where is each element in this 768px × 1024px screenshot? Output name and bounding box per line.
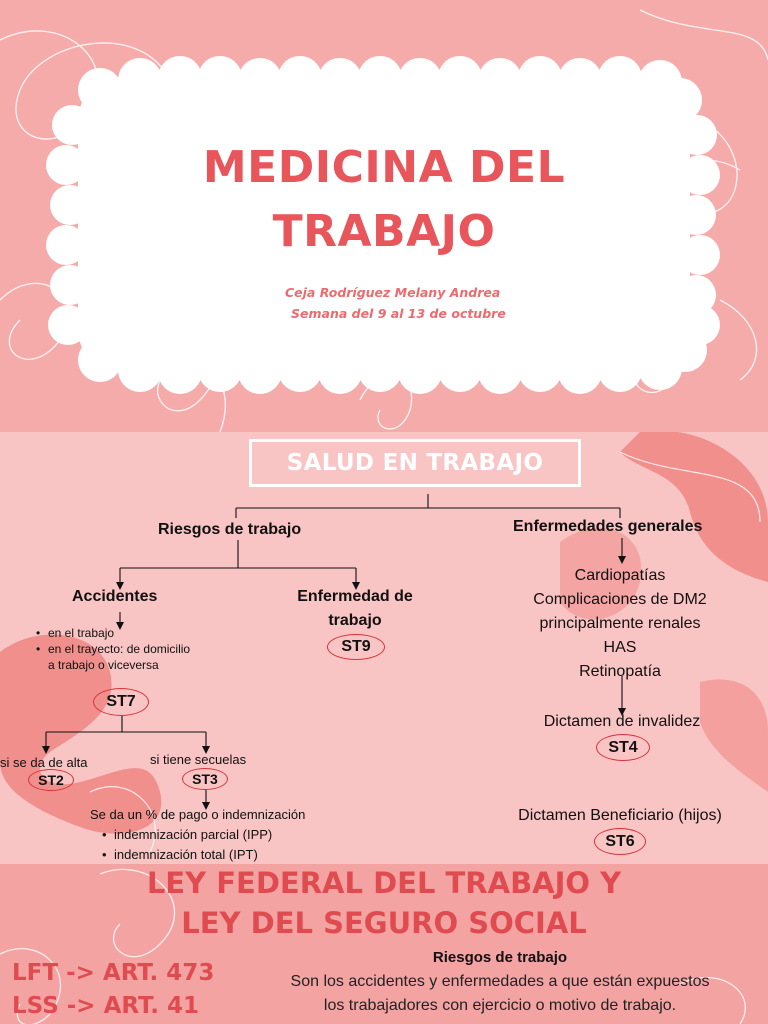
definition-line-1: Son los accidentes y enfermedades a que están expuestos [290, 973, 710, 990]
st2-badge [28, 769, 74, 791]
st9-label: ST9 [341, 638, 371, 655]
accidentes-label: Accidentes [72, 588, 158, 605]
enf-item-5: Retinopatía [579, 663, 661, 680]
pago-item-2: • indemnización total (IPT) [102, 845, 272, 864]
law-section [0, 864, 768, 1024]
enfermedad-trabajo-label-1: Enfermedad de [297, 588, 413, 605]
enf-item-4: HAS [603, 639, 637, 656]
diagram-section [0, 432, 768, 864]
secuelas-label: si tiene secuelas [150, 752, 247, 767]
st9-badge [327, 634, 385, 660]
definition-line-2: los trabajadores con ejercicio o motivo de trabajo. [323, 997, 677, 1014]
alta-label: si se da de alta [0, 755, 88, 770]
st9-ring [327, 634, 385, 660]
law-title-line-2: LEY DEL SEGURO SOCIAL [181, 906, 587, 940]
st6-label: ST6 [605, 833, 635, 850]
lss-article: LSS -> ART. 41 [12, 993, 200, 1019]
pago-item-1: • indemnización parcial (IPP) [102, 825, 272, 845]
accidentes-list [36, 625, 190, 673]
enfermedad-trabajo-label-2: trabajo [328, 612, 382, 629]
title-line-2: TRABAJO [272, 206, 496, 257]
st6-badge [594, 828, 646, 855]
law-title-line-1: LEY FEDERAL DEL TRABAJO Y [146, 866, 622, 900]
accidentes-item-2-cont: a trabajo o viceversa [48, 658, 159, 672]
st6-ring [594, 828, 646, 855]
enfermedades-list [500, 564, 740, 684]
st2-label: ST2 [38, 772, 64, 788]
enf-item-1: Cardiopatías [574, 567, 666, 584]
invalidez-label: Dictamen de invalidez [543, 713, 701, 730]
definition-title: Riesgos de trabajo [432, 949, 568, 966]
st7-ring [93, 688, 149, 716]
st4-label: ST4 [608, 739, 638, 756]
st7-badge [93, 688, 149, 716]
accidentes-item-2: • en el trayecto: de domicilio [36, 641, 190, 657]
st2-ring [28, 769, 74, 791]
st4-badge [596, 734, 650, 761]
pago-list [102, 825, 272, 864]
week-text: Semana del 9 al 13 de octubre [291, 306, 506, 321]
salud-en-trabajo-box: SALUD EN TRABAJO [249, 439, 581, 487]
enf-item-2: Complicaciones de DM2 [533, 591, 707, 608]
header-section [0, 0, 768, 432]
st3-badge [182, 768, 228, 790]
enf-item-3: principalmente renales [539, 615, 701, 632]
riesgos-label: Riesgos de trabajo [158, 521, 302, 538]
enfermedades-generales-label: Enfermedades generales [513, 518, 703, 535]
st7-label: ST7 [106, 693, 136, 710]
accidentes-item-1: • en el trabajo [36, 625, 190, 641]
st4-ring [596, 734, 650, 761]
st3-label: ST3 [192, 771, 218, 787]
st3-ring [182, 768, 228, 790]
author-name: Ceja Rodríguez Melany Andrea [285, 285, 501, 300]
beneficiario-label: Dictamen Beneficiario (hijos) [518, 807, 722, 824]
pago-label: Se da un % de pago o indemnización [90, 807, 306, 822]
title-line-1: MEDICINA DEL [202, 142, 566, 193]
lft-article: LFT -> ART. 473 [12, 960, 215, 986]
